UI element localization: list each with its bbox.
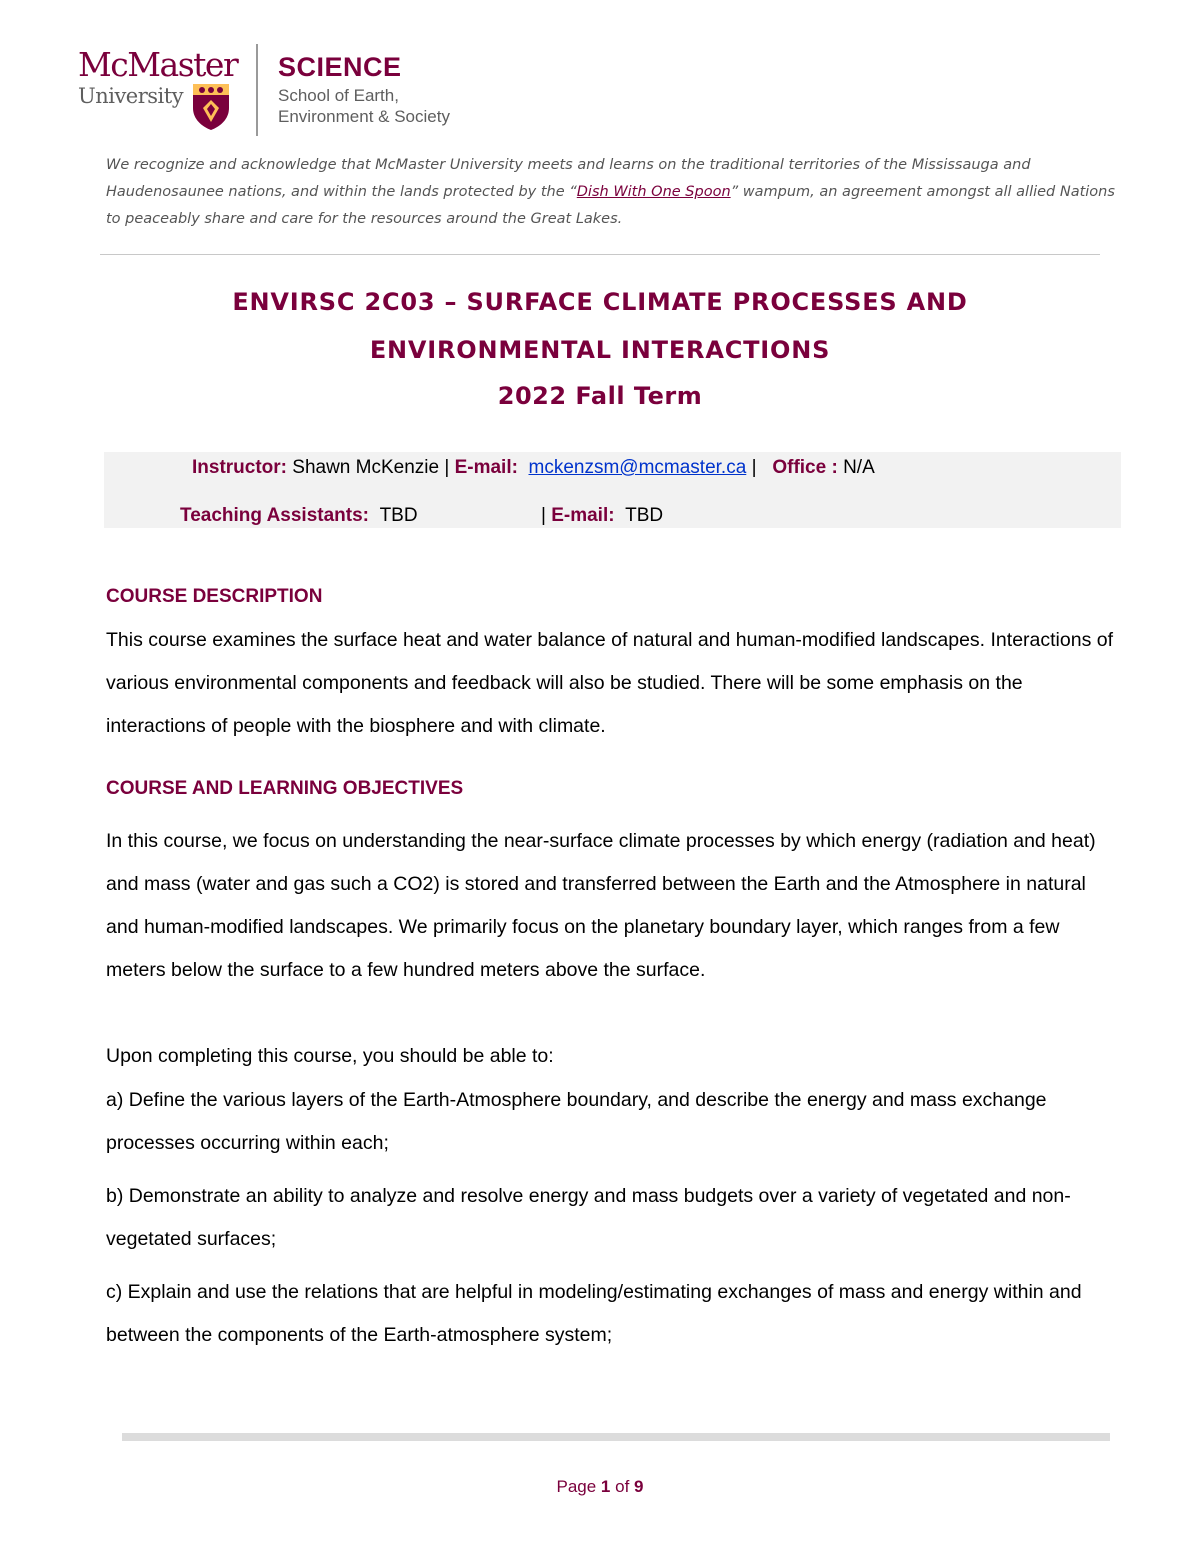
- separator: |: [444, 457, 450, 478]
- school-name: [278, 85, 450, 127]
- of-word: of: [615, 1477, 630, 1496]
- course-description-heading: COURSE DESCRIPTION: [106, 586, 323, 607]
- course-description-text: This course examines the surface heat and water balance of natural and human-modified landscapes. Interactions of various environmental components and feedback will also be studied. There will be some emphasis on the interactions of people with the biosphere and with climate.: [106, 629, 1114, 737]
- instructor-email-link[interactable]: mckenzsm@mcmaster.ca: [528, 457, 747, 478]
- objective-item: b) Demonstrate an ability to analyze and resolve energy and mass budgets over a variety of vegetated and non-vegetated surfaces;: [106, 1185, 1071, 1250]
- faculty-name: SCIENCE: [278, 52, 402, 82]
- logo-divider: [256, 44, 258, 136]
- teaching-assistants-line: [180, 505, 418, 527]
- university-crest-icon: [191, 82, 231, 132]
- separator: |: [751, 457, 757, 478]
- ta-email-label: E-mail:: [551, 505, 615, 526]
- page-current: 1: [600, 1477, 611, 1496]
- land-acknowledgement: [106, 152, 1116, 233]
- header-divider: [100, 254, 1100, 255]
- objectives-heading: COURSE AND LEARNING OBJECTIVES: [106, 778, 464, 799]
- ack-text-before: We recognize and acknowledge that McMaster University meets and learns on the traditional territories of the Mississauga and Haudenosaunee nations, and within the lands protected by the “: [106, 157, 1031, 200]
- page-total: 9: [634, 1477, 644, 1496]
- office-value: N/A: [843, 457, 875, 478]
- course-term: 2022 Fall Term: [497, 382, 703, 410]
- logo-university: University: [78, 84, 184, 108]
- instructor-name: Shawn McKenzie: [292, 457, 440, 478]
- page-word: Page: [556, 1477, 597, 1496]
- instructor-line: [192, 457, 875, 479]
- objectives-intro: In this course, we focus on understanding the near-surface climate processes by which energy (radiation and heat) and mass (water and gas such a CO2) is stored and transferred between the Earth and the Atmosphere in natural and human-modified landscapes. We primarily focus on the planetary boundary layer, which ranges from a few meters below the surface to a few hundred meters above the surface.: [106, 830, 1096, 981]
- page-number: [100, 1477, 1100, 1497]
- email-label: E-mail:: [454, 457, 518, 478]
- dish-with-one-spoon-link[interactable]: Dish With One Spoon: [576, 184, 731, 200]
- school-line-2: Environment & Society: [278, 107, 450, 126]
- course-title-line-2: ENVIRONMENTAL INTERACTIONS: [369, 336, 831, 364]
- footer-divider: [122, 1433, 1110, 1441]
- ta-name: TBD: [379, 505, 418, 526]
- course-title: [100, 278, 1100, 374]
- objectives-lead: Upon completing this course, you should be able to:: [106, 1045, 554, 1067]
- instructor-label: Instructor:: [192, 457, 287, 478]
- ta-email: TBD: [625, 505, 664, 526]
- ta-label: Teaching Assistants:: [180, 505, 369, 526]
- objective-item: a) Define the various layers of the Earth-Atmosphere boundary, and describe the energy and mass exchange processes occurring within each;: [106, 1089, 1047, 1154]
- office-label: Office :: [772, 457, 838, 478]
- logo-name: McMaster: [78, 45, 238, 84]
- ack-text-after: ” wampum, an agreement amongst all allied Nations to peaceably share and care for the resources around the Great Lakes.: [106, 184, 1115, 227]
- ta-email-line: [541, 505, 663, 527]
- separator: |: [541, 505, 546, 526]
- course-title-line-1: ENVIRSC 2C03 – SURFACE CLIMATE PROCESSES AND: [232, 288, 968, 316]
- objective-item: c) Explain and use the relations that are helpful in modeling/estimating exchanges of mass and energy within and between the components of the Earth-atmosphere system;: [106, 1281, 1082, 1346]
- school-line-1: School of Earth,: [278, 86, 399, 105]
